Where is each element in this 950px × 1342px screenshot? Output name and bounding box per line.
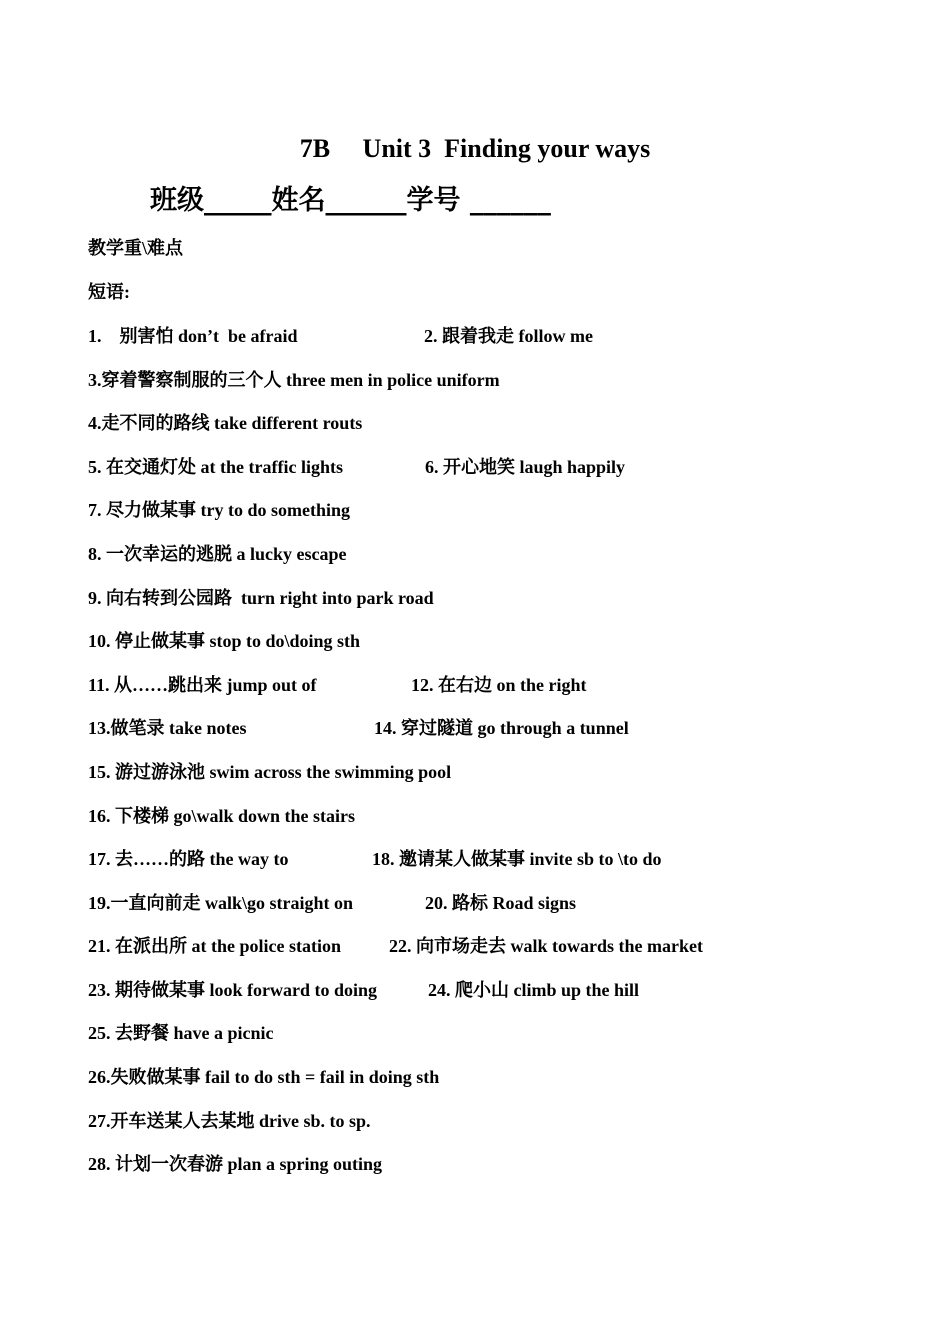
phrase-item: 2. 跟着我走 follow me — [424, 326, 593, 346]
phrase-item: 14. 穿过隧道 go through a tunnel — [374, 718, 629, 738]
phrase-item: 28. 计划一次春游 plan a spring outing — [88, 1154, 383, 1174]
phrase-item: 20. 路标 Road signs — [425, 893, 577, 913]
phrase-item: 8. 一次幸运的逃脱 a lucky escape — [88, 544, 347, 564]
phrase-item: 3.穿着警察制服的三个人 three men in police uniform — [88, 370, 500, 390]
phrase-item: 18. 邀请某人做某事 invite sb to \to do — [372, 849, 662, 869]
phrase-item: 5. 在交通灯处 at the traffic lights — [88, 457, 343, 477]
phrase-item: 27.开车送某人去某地 drive sb. to sp. — [88, 1111, 371, 1131]
phrase-item: 12. 在右边 on the right — [411, 675, 587, 695]
phrase-item: 11. 从……跳出来 jump out of — [88, 675, 317, 695]
phrase-item: 15. 游过游泳池 swim across the swimming pool — [88, 762, 452, 782]
phrase-item: 26.失败做某事 fail to do sth = fail in doing sth — [88, 1067, 440, 1087]
phrase-item: 25. 去野餐 have a picnic — [88, 1023, 274, 1043]
phrase-item: 1. 别害怕 don’t be afraid — [88, 326, 298, 346]
page-title: 7B Unit 3 Finding your ways — [299, 134, 651, 163]
phrase-item: 10. 停止做某事 stop to do\doing sth — [88, 631, 361, 651]
phrase-item: 21. 在派出所 at the police station — [88, 936, 341, 956]
phrase-item: 23. 期待做某事 look forward to doing — [88, 980, 378, 1000]
phrase-item: 7. 尽力做某事 try to do something — [88, 500, 350, 520]
phrase-item: 19.一直向前走 walk\go straight on — [88, 893, 354, 913]
student-info-line: 班级_____姓名______学号 ______ — [150, 185, 551, 216]
phrase-item: 16. 下楼梯 go\walk down the stairs — [88, 806, 356, 826]
phrase-item: 17. 去……的路 the way to — [88, 849, 289, 869]
phrase-item: 4.走不同的路线 take different routs — [88, 413, 363, 433]
phrases-heading: 短语: — [88, 282, 130, 302]
phrase-item: 22. 向市场走去 walk towards the market — [389, 936, 703, 956]
phrase-item: 6. 开心地笑 laugh happily — [425, 457, 626, 477]
phrase-item: 24. 爬小山 climb up the hill — [428, 980, 640, 1000]
phrase-item: 9. 向右转到公园路 turn right into park road — [88, 588, 434, 608]
phrase-item: 13.做笔录 take notes — [88, 718, 247, 738]
section-heading: 教学重\难点 — [88, 238, 184, 258]
